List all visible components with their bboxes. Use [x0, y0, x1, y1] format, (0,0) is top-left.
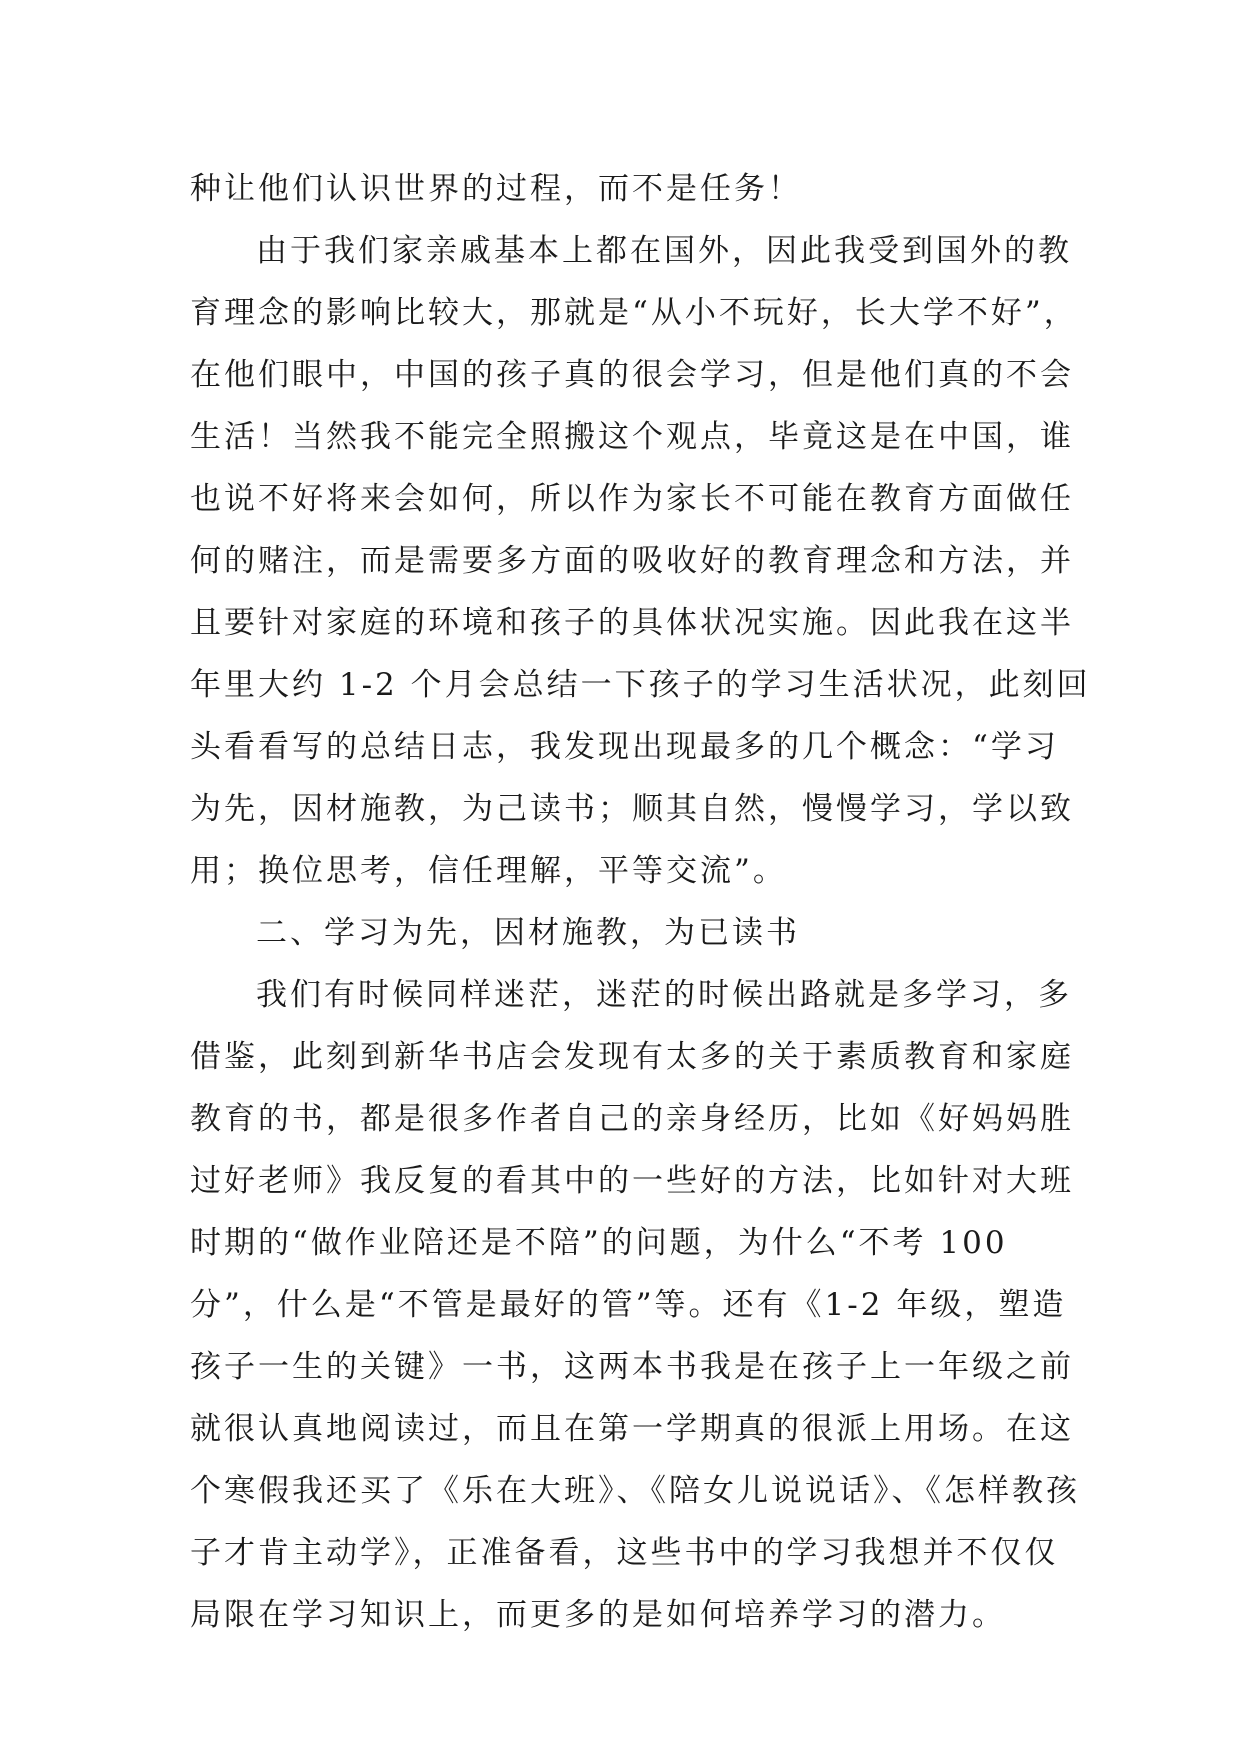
text-line: 子才肯主动学》，正准备看，这些书中的学习我想并不仅仅 — [190, 1535, 1059, 1571]
body-text — [190, 158, 1091, 1646]
text-line: 就很认真地阅读过，而且在第一学期真的很派上用场。在这 — [190, 1411, 1074, 1447]
text-line: 在他们眼中，中国的孩子真的很会学习，但是他们真的不会 — [190, 357, 1074, 393]
text-line: 由于我们家亲戚基本上都在国外，因此我受到国外的教 — [256, 233, 1072, 269]
text-line: 年里大约 1-2 个月会总结一下孩子的学习生活状况，此刻回 — [190, 667, 1091, 703]
text-line: 过好老师》我反复的看其中的一些好的方法，比如针对大班 — [190, 1163, 1074, 1199]
text-line: 我们有时候同样迷茫，迷茫的时候出路就是多学习，多 — [256, 977, 1072, 1013]
text-line: 头看看写的总结日志，我发现出现最多的几个概念：“学习 — [190, 729, 1059, 765]
text-line: 时期的“做作业陪还是不陪”的问题，为什么“不考 100 — [190, 1225, 1008, 1261]
text-line: 用；换位思考，信任理解，平等交流”。 — [190, 853, 787, 889]
text-line: 且要针对家庭的环境和孩子的具体状况实施。因此我在这半 — [190, 605, 1074, 641]
text-line: 孩子一生的关键》一书，这两本书我是在孩子上一年级之前 — [190, 1349, 1074, 1385]
text-line: 教育的书，都是很多作者自己的亲身经历，比如《好妈妈胜 — [190, 1101, 1074, 1137]
text-line: 种让他们认识世界的过程，而不是任务！ — [190, 171, 802, 207]
text-line: 生活！当然我不能完全照搬这个观点，毕竟这是在中国，谁 — [190, 419, 1074, 455]
text-line: 局限在学习知识上，而更多的是如何培养学习的潜力。 — [190, 1597, 1006, 1633]
text-line: 分”，什么是“不管是最好的管”等。还有《1-2 年级，塑造 — [190, 1287, 1067, 1323]
text-line: 何的赌注，而是需要多方面的吸收好的教育理念和方法，并 — [190, 543, 1074, 579]
text-line: 个寒假我还买了《乐在大班》、《陪女儿说说话》、《怎样教孩 — [190, 1473, 1080, 1509]
text-line: 借鉴，此刻到新华书店会发现有太多的关于素质教育和家庭 — [190, 1039, 1074, 1075]
text-line: 也说不好将来会如何，所以作为家长不可能在教育方面做任 — [190, 481, 1074, 517]
text-line: 育理念的影响比较大，那就是“从小不玩好，长大学不好”， — [190, 295, 1078, 331]
text-line: 二、学习为先，因材施教，为已读书 — [256, 915, 800, 951]
text-line: 为先，因材施教，为己读书；顺其自然，慢慢学习，学以致 — [190, 791, 1074, 827]
